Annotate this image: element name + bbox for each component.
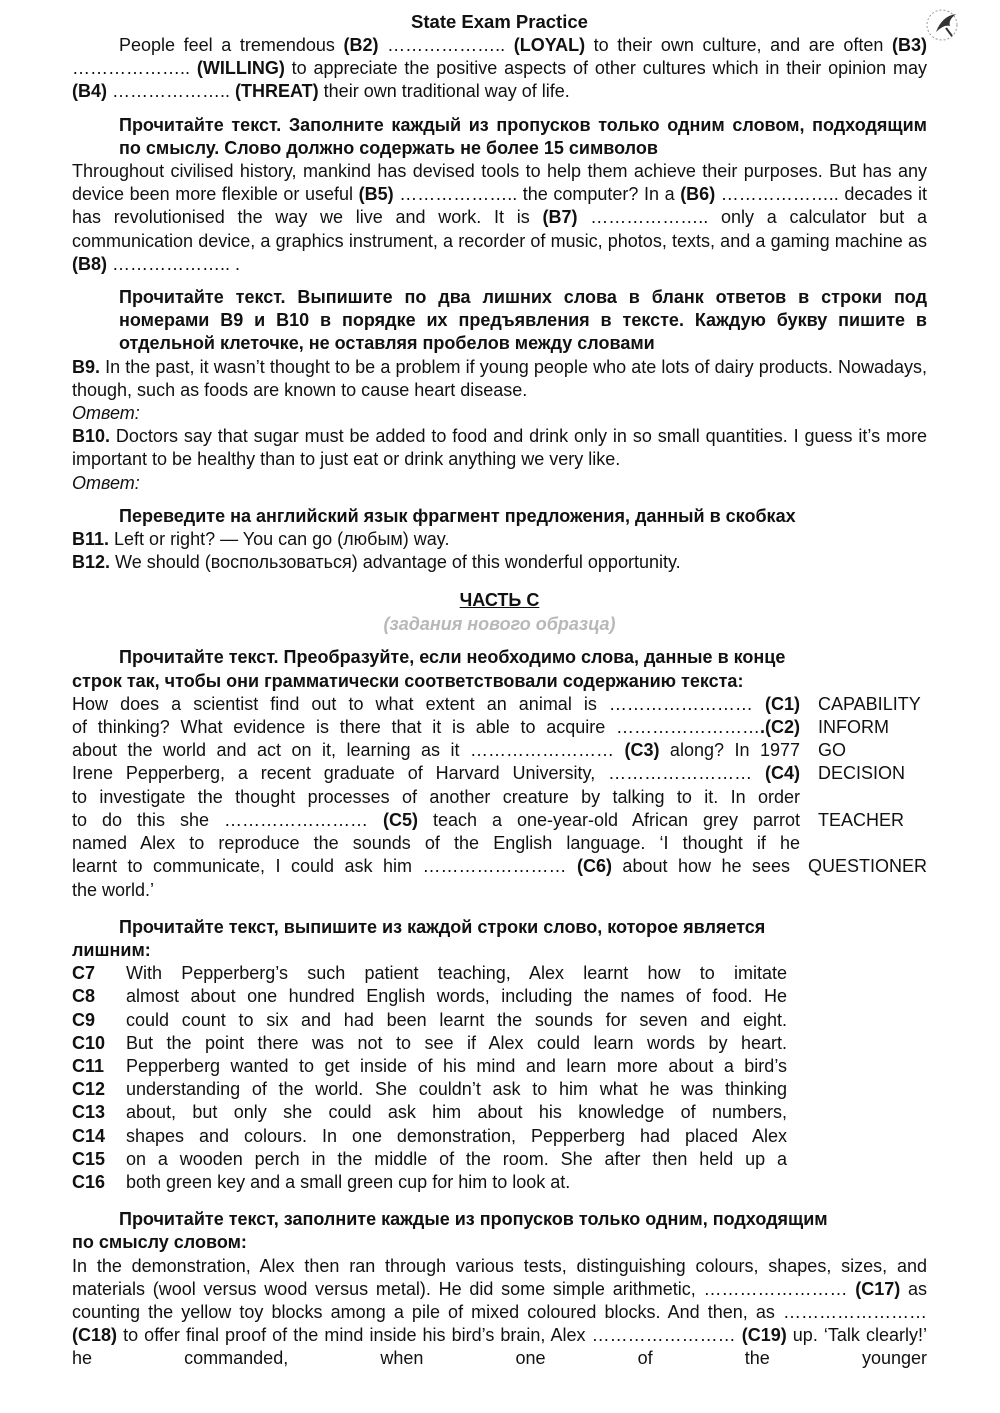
line-number: C7 <box>72 963 96 984</box>
line-number: C14 <box>72 1125 106 1146</box>
word-formation-lines <box>72 693 927 902</box>
gap-code: (C1) <box>765 693 800 714</box>
word-loyal: (LOYAL) <box>513 35 586 55</box>
gap-b7: (B7) <box>542 207 578 228</box>
line-text: Pepperberg wanted to get inside of his mind and learn more about a bird’s <box>126 1055 787 1076</box>
extra-word-line <box>72 1009 927 1032</box>
base-word: TEACHER <box>818 809 905 830</box>
line-text: about, but only she could ask him about his knowledge of numbers, <box>126 1102 787 1123</box>
gap-code: .(C2) <box>760 717 800 738</box>
line-text: How does a scientist find out to what extent an animal is …………………… <box>72 693 765 714</box>
b9-item <box>72 356 927 402</box>
b9-label: B9. <box>72 356 101 377</box>
b10-text: Doctors say that sugar must be added to food and drink only in so small quantities. I guess it’s more important to be healthy than to just eat or drink anything we very like. <box>72 426 927 470</box>
task1-text <box>72 160 927 276</box>
task6-text-part: up. ‘Talk clearly!’ he commanded, when one of the younger <box>72 1325 927 1369</box>
task1-text-part: ……………….. . <box>107 253 241 274</box>
line-text: teach a one-year-old African grey parrot <box>417 809 801 830</box>
task5-instruction-line: лишним: <box>72 939 151 960</box>
task3-instruction: Переведите на английский язык фрагмент предложения, данный в скобках <box>119 505 796 526</box>
b11-text: Left or right? — You can go (любым) way. <box>109 529 450 550</box>
base-word: INFORM <box>818 717 889 738</box>
line-text: about the world and act on it, learning as it …………………… <box>72 740 625 761</box>
extra-word-lines <box>72 962 927 1194</box>
word-formation-line <box>72 809 927 832</box>
task5-instruction <box>72 916 927 962</box>
line-text: along? In 1977 <box>659 740 800 761</box>
part-c-title: ЧАСТЬ С <box>459 590 540 611</box>
word-threat: (THREAT) <box>235 81 319 102</box>
task5-instruction-line: Прочитайте текст, выпишите из каждой строки слово, которое является <box>119 916 766 937</box>
task1-text-part: ……………….. decades it has revolutionised the way we live and work. It is <box>72 184 927 228</box>
task1-instruction: Прочитайте текст. Заполните каждый из пропусков только одним словом, подходящим по смыслу. Слово должно содержать не более 15 символов <box>119 114 927 158</box>
task2-instruction: Прочитайте текст. Выпишите по два лишних слова в бланк ответов в строки под номерами B9 и B10 в порядке их предъявления в тексте. Каждую букву пишите в отдельной клеточке, не оставляя пробелов между словами <box>119 287 927 354</box>
answer-label: Ответ: <box>72 472 140 493</box>
task6-instruction-line: по смыслу словом: <box>72 1232 247 1253</box>
gap-dots: ……………….. <box>72 58 197 79</box>
word-formation-line <box>72 786 927 809</box>
intro-text: to their own culture, and are often <box>585 35 893 55</box>
line-number: C12 <box>72 1079 106 1100</box>
line-text: the world.’ <box>72 879 155 900</box>
gap-b6: (B6) <box>680 184 716 205</box>
line-number: C15 <box>72 1148 106 1169</box>
line-number: C10 <box>72 1032 106 1053</box>
line-text: about how he sees <box>611 856 790 877</box>
gap-code: (C4) <box>765 763 800 784</box>
line-text: to investigate the thought processes of another creature by talking to it. In order <box>72 786 800 807</box>
b10-label: B10. <box>72 426 111 447</box>
intro-paragraph <box>72 34 927 104</box>
gap-dots: ……………….. <box>378 35 514 55</box>
intro-text: their own traditional way of life. <box>318 81 570 102</box>
gap-code: (C5) <box>382 809 418 830</box>
answer-label: Ответ: <box>72 403 140 424</box>
line-number: C9 <box>72 1009 96 1030</box>
bird-logo-icon <box>922 6 966 44</box>
task6-text-part: In the demonstration, Alex then ran through various tests, distinguishing colours, shapes, sizes, and materials (wool versus wood versus metal). He did some simple arithmetic, …………………… <box>72 1255 927 1299</box>
task4-instruction-line: строк так, чтобы они грамматически соответствовали содержанию текста: <box>72 670 744 691</box>
task1-text-part: ……………….. the computer? In a <box>393 184 681 205</box>
extra-word-line <box>72 1032 927 1055</box>
gap-code: (C3) <box>624 740 660 761</box>
word-formation-line <box>72 739 927 762</box>
base-word: CAPABILITY <box>818 693 921 714</box>
task4-instruction-line: Прочитайте текст. Преобразуйте, если необходимо слова, данные в конце <box>119 647 786 668</box>
line-number: C16 <box>72 1171 106 1192</box>
word-formation-line <box>72 832 927 855</box>
word-formation-line <box>72 879 927 902</box>
gap-b8: (B8) <box>72 253 107 274</box>
line-text: named Alex to reproduce the sounds of the English language. ‘I thought if he <box>72 833 800 854</box>
line-text: shapes and colours. In one demonstration, Pepperberg had placed Alex <box>126 1125 787 1146</box>
base-word: QUESTIONER <box>807 856 927 877</box>
line-text: to do this she …………………… <box>72 809 383 830</box>
intro-text: to appreciate the positive aspects of other cultures which in their opinion may <box>284 58 927 79</box>
extra-word-line <box>72 1078 927 1101</box>
line-text: both green key and a small green cup for him to look at. <box>126 1171 571 1192</box>
extra-word-line <box>72 1171 927 1194</box>
word-formation-line <box>72 855 927 878</box>
line-text: But the point there was not to see if Alex could learn words by heart. <box>126 1032 787 1053</box>
extra-word-line <box>72 1125 927 1148</box>
intro-text: People feel a tremendous <box>119 35 344 55</box>
line-text: of thinking? What evidence is there that it is able to acquire …………………… <box>72 717 760 738</box>
line-text: With Pepperberg’s such patient teaching, Alex learnt how to imitate <box>126 963 787 984</box>
line-text: learnt to communicate, I could ask him …………………… <box>72 856 577 877</box>
gap-b2: (B2) <box>343 35 379 55</box>
b10-item <box>72 425 927 471</box>
extra-word-line <box>72 1148 927 1171</box>
extra-word-line <box>72 1055 927 1078</box>
line-text: almost about one hundred English words, including the names of food. He <box>126 986 787 1007</box>
line-text: on a wooden perch in the middle of the room. She after then held up a <box>126 1148 787 1169</box>
gap-c19: (C19) <box>741 1325 787 1346</box>
task6-text-part: as counting the yellow toy blocks among a pile of mixed coloured blocks. And then, as …………………… <box>72 1278 927 1322</box>
gap-code: (C6) <box>576 856 612 877</box>
extra-word-line <box>72 962 927 985</box>
task1-text-part: ……………….. only a calculator but a communication device, a graphics instrument, a recorder of music, photos, texts, and a gaming machine as <box>72 207 928 251</box>
part-c-subtitle: (задания нового образца) <box>383 614 616 635</box>
task6-text-part: to offer final proof of the mind inside his bird’s brain, Alex …………………… <box>117 1325 742 1346</box>
exam-page <box>72 10 927 1371</box>
extra-word-line <box>72 1101 927 1124</box>
word-formation-line <box>72 716 927 739</box>
line-number: C8 <box>72 986 96 1007</box>
task6-instruction-line: Прочитайте текст, заполните каждые из пропусков только одним, подходящим <box>119 1209 828 1230</box>
line-text: could count to six and had been learnt the sounds for seven and eight. <box>126 1009 787 1030</box>
task4-instruction <box>72 646 927 692</box>
word-formation-line <box>72 693 927 716</box>
gap-dots: ……………….. <box>107 81 236 102</box>
gap-c18: (C18) <box>72 1325 118 1346</box>
base-word: DECISION <box>818 763 906 784</box>
extra-word-line <box>72 985 927 1008</box>
task6-text <box>72 1255 927 1371</box>
gap-b4: (B4) <box>72 81 107 102</box>
line-text: Irene Pepperberg, a recent graduate of Harvard University, …………………… <box>72 763 765 784</box>
gap-b5: (B5) <box>358 184 394 205</box>
line-number: C11 <box>72 1055 105 1076</box>
base-word: GO <box>818 740 847 761</box>
b11-item <box>72 528 927 551</box>
page-title: State Exam Practice <box>411 11 588 32</box>
b12-text: We should (воспользоваться) advantage of this wonderful opportunity. <box>110 552 681 573</box>
task1-text-part: Throughout civilised history, mankind has devised tools to help them achieve their purposes. But has any device been more flexible or useful <box>72 161 927 205</box>
gap-c17: (C17) <box>855 1278 901 1299</box>
gap-b3: (B3) <box>892 35 928 55</box>
b11-label: B11. <box>72 529 110 550</box>
b12-item <box>72 551 927 574</box>
b9-text: In the past, it wasn’t thought to be a problem if young people who ate lots of dairy products. Nowadays, though, such as foods are known to cause heart disease. <box>72 356 927 400</box>
b12-label: B12. <box>72 552 111 573</box>
line-text: understanding of the world. She couldn’t ask to him what he was thinking <box>126 1079 787 1100</box>
word-willing: (WILLING) <box>196 58 285 79</box>
line-number: C13 <box>72 1102 106 1123</box>
word-formation-line <box>72 762 927 785</box>
task6-instruction <box>72 1208 927 1254</box>
